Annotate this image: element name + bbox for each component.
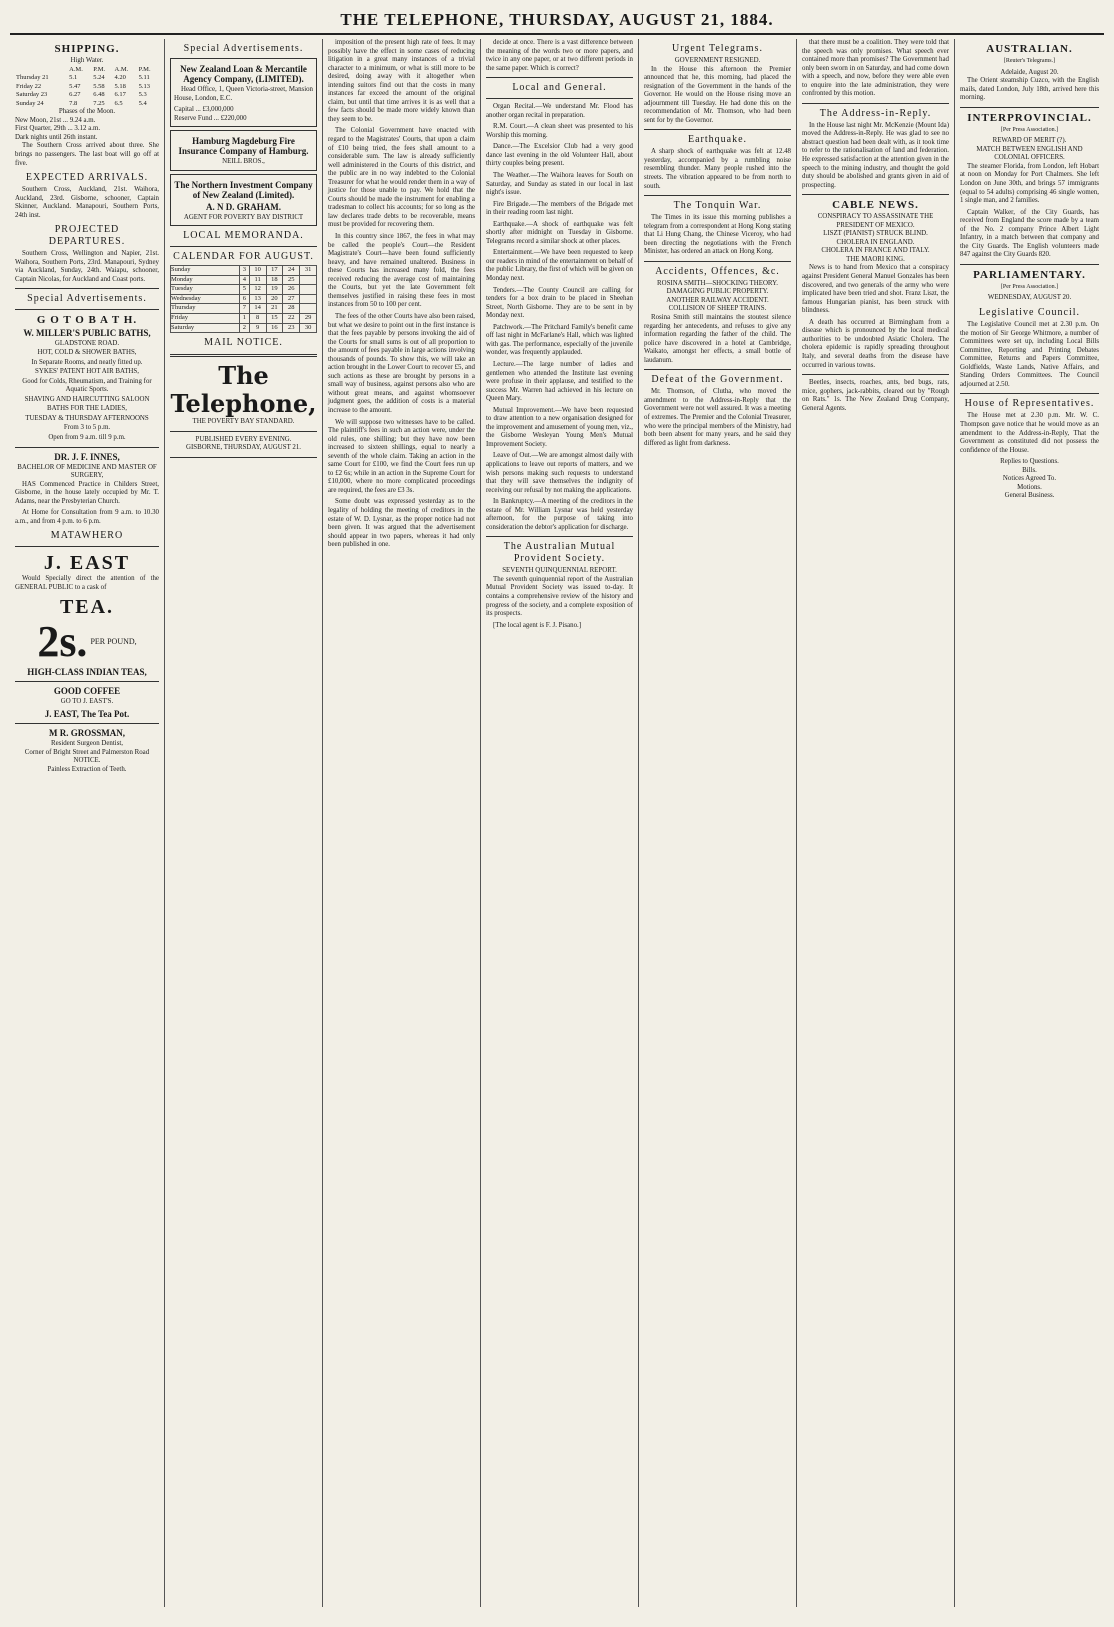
expected-heading: EXPECTED ARRIVALS. — [25, 172, 149, 184]
amp-heading: The Australian Mutual Provident Society. — [503, 541, 616, 565]
interprovincial-heading: INTERPROVINCIAL. — [967, 111, 1092, 124]
rough-on-rats-ad: Beetles, insects, roaches, ants, bed bugs, rats, mice, gophers, jack-rabbits, cleared out by "Rough on Rats." 1s. The New Zealand Drug Company, General Agents. — [802, 379, 949, 412]
divider — [644, 195, 791, 196]
nz-loan-title: New Zealand Loan & Mercantile Agency Company, (LIMITED). — [180, 64, 307, 84]
divider — [170, 431, 317, 432]
calendar-table — [170, 265, 317, 333]
nz-loan-ad — [170, 58, 317, 127]
aus-text: The Orient steamship Cuzco, with the English mails, dated London, July 18th, arrived here this morning. — [960, 77, 1099, 102]
column-7 — [955, 39, 1104, 1607]
reserve-fund: Reserve Fund ... £220,000 — [174, 114, 247, 122]
head-office: Head Office, 1, Queen Victoria-street, Mansion House, London, E.C. — [174, 86, 313, 102]
calendar-row: Saturday 2 9 16 23 30 — [171, 323, 317, 333]
column-3 — [323, 39, 481, 1607]
house-text: The House met at 2.30 p.m. Mr. W. C. Thompson gave notice that he would move as an amendment to the Address-in-Reply, That the Government as constituted did not possess the confidence of the House. — [960, 412, 1099, 454]
press-tag: [Per Press Association.] — [1000, 283, 1059, 290]
tide-table — [15, 66, 159, 109]
divider — [15, 309, 159, 310]
high-water-label: High Water. — [70, 57, 104, 64]
cable-sub: CONSPIRACY TO ASSASSINATE THE PRESIDENT OF MEXICO. — [817, 213, 934, 229]
divider — [15, 447, 159, 448]
cable-sub: CHOLERA IN ENGLAND. — [836, 238, 915, 246]
local-general-heading: Local and General. — [512, 82, 607, 94]
tide-row: Thursday 21 5.1 5.24 4.20 5.11 — [16, 74, 150, 82]
amp-text: The seventh quinquennial report of the Australian Mutual Provident Society was issued to-day. It contains a comprehensive review of the history and progress of the society, and a complete exposition of its prospects. — [486, 575, 633, 618]
divider — [486, 77, 633, 78]
aus-place: Adelaide, August 20. — [1000, 68, 1059, 76]
news-item: The Weather.—The Waihora leaves for South on Saturday, and Sunday as stated in our local in last night's issue. — [486, 172, 633, 197]
cable-text: News is to hand from Mexico that a conspiracy against President General Manuel Gonzales has been discovered, and two generals of the army who were implicated have been tried and shot. Franz Liszt, the famous Hungarian pianist, has been struck with blindness. — [802, 264, 949, 315]
column-6 — [797, 39, 955, 1607]
divider — [960, 264, 1099, 265]
news-item: Fire Brigade.—The members of the Brigade met in their reading room last night. — [486, 200, 633, 217]
notice-heading: NOTICE. — [73, 757, 101, 765]
tide-row: Friday 22 5.47 5.58 5.18 5.13 — [16, 82, 151, 90]
painless-heading: Painless Extraction of Teeth. — [47, 765, 127, 773]
amp-agent: [The local agent is F. J. Pisano.] — [493, 621, 582, 629]
divider — [802, 103, 949, 104]
goto-bath-heading: G O T O B A T H. — [36, 314, 138, 327]
news-item: Dance.—The Excelsior Club had a very good dance last evening in the old Volunteer Hall, about thirty couples being present. — [486, 143, 633, 168]
calendar-row: Friday 1 8 15 22 29 — [171, 314, 317, 324]
grossman-address: Corner of Bright Street and Palmerston Road — [24, 748, 150, 756]
australian-heading: AUSTRALIAN. — [986, 43, 1073, 55]
moon-phase: New Moon, 21st ... 9.24 a.m. — [15, 116, 96, 124]
northern-title: The Northern Investment Company of New Zealand (Limited). — [174, 179, 313, 200]
divider — [644, 369, 791, 370]
house-reps-heading: House of Representatives. — [964, 398, 1095, 410]
neill-bros: NEILL BROS., — [222, 158, 265, 166]
newspaper-page — [10, 10, 1104, 1607]
hamburg-ad — [170, 130, 317, 171]
calendar-row: Sunday 3 10 17 24 31 — [171, 266, 317, 276]
news-item: Earthquake.—A shock of earthquake was felt shortly after midnight on Tuesday in Gisborne. Telegrams record a similar shock at other places. — [486, 220, 633, 245]
editorial-paragraph: Some doubt was expressed yesterday as to the legality of holding the meeting of creditors in the estate of W. D. Lysnar, as the proper notice had not been given. It was argued that the advertisement should appear in two papers, whereas it had only been published in one. — [328, 498, 475, 549]
coffee-sub: GO TO J. EAST'S. — [60, 698, 114, 706]
columns — [10, 39, 1104, 1607]
grossman-sub: Resident Surgeon Dentist, — [50, 739, 124, 747]
defeat-text: Mr. Thomson, of Clutha, who moved the amendment to the Address-in-Reply that the Government were not well assured. It was a meeting of extremes. The Premier and the Colonial Treasurer, who were the principal members of the Ministry, had both been absent for many years, and he said they differed as light from darkness. — [644, 388, 791, 447]
baths-name: W. MILLER'S PUBLIC BATHS, — [23, 328, 151, 339]
innes-hours: At Home for Consultation from 9 a.m. to 10.30 a.m., and from 4 p.m. to 6 p.m. — [15, 509, 159, 525]
expected-text: Southern Cross, Auckland, 21st. Waihora, Auckland, 23rd. Gisborne, schooner, Captain Skinner, Auckland. Manapouri, Southern Ports, 24th inst. — [15, 186, 159, 219]
moon-phase: First Quarter, 29th ... 3.12 a.m. — [15, 125, 101, 133]
accidents-sub: DAMAGING PUBLIC PROPERTY. — [666, 288, 769, 296]
news-item: Patchwork.—The Pritchard Family's benefit came off last night in McFarlane's Hall, which was lighted with gas. The performance, especially of the juvenile wonder, was frequently applauded. — [486, 323, 633, 357]
reuters-tag: [Reuter's Telegrams.] — [1003, 58, 1056, 64]
column-1 — [10, 39, 165, 1607]
parl-date: WEDNESDAY, AUGUST 20. — [987, 294, 1072, 302]
divider — [960, 107, 1099, 108]
bills-heading: Bills. — [1022, 466, 1037, 474]
notices-heading: Notices Agreed To. — [1002, 475, 1057, 483]
divider — [15, 723, 159, 724]
press-tag: [Per Press Association.] — [1000, 126, 1059, 133]
banner-sub: THE POVERTY BAY STANDARD. — [192, 418, 295, 426]
news-item: Lecture.—The large number of ladies and gentlemen who attended the Institute last evening were profuse in their applause, and testified to the success Mr. Warren had achieved in his lecture on Queen Mary. — [486, 360, 633, 403]
coffee-heading: GOOD COFFEE — [53, 686, 121, 697]
grossman-name: M R. GROSSMAN, — [49, 727, 125, 738]
replies-heading: Replies to Questions. — [1000, 458, 1059, 466]
divider — [802, 194, 949, 195]
price-block — [15, 619, 159, 665]
divider — [486, 536, 633, 537]
tonquin-heading: The Tonquin War. — [673, 200, 762, 212]
tide-row: Sunday 24 7.8 7.25 6.5 5.4 — [16, 99, 147, 107]
resigned-heading: GOVERNMENT RESIGNED. — [674, 57, 761, 64]
earthquake-heading: Earthquake. — [687, 134, 748, 146]
ip-text: The steamer Florida, from London, left Hobart at noon on Monday for Port Chalmers. She left London on June 30th, and brings 57 immigrants (equal to 54 adults) comprising 46 single women, 1 single man, and 2 families. — [960, 162, 1099, 205]
column-2 — [165, 39, 323, 1607]
tea-heading: TEA. — [59, 596, 115, 619]
local-memoranda-heading: LOCAL MEMORANDA. — [183, 230, 304, 242]
accidents-sub: ANOTHER RAILWAY ACCIDENT. — [666, 296, 769, 304]
cable-sub: CHOLERA IN FRANCE AND ITALY. — [821, 247, 930, 255]
calendar-row: Thursday 7 14 21 28 — [171, 304, 317, 314]
editorial-paragraph: The fees of the other Courts have also been raised, but what we desire to point out in the first instance is that the fees payable by persons invoking the aid of the Courts for small sums is out of all proportion to the amount of fees payable in large actions involving thousands of pounds. To show this, we will take an action brought in the Lower Court to recover £5, and such actions as these are brought by persons in a small way of business, against persons also who are without great means, and against whomsoever judgment goes, the addition of costs is a material increase to the amount. — [328, 312, 475, 414]
graham-sub: AGENT FOR POVERTY BAY DISTRICT — [183, 213, 304, 221]
news-item: Mutual Improvement.—We have been requested to draw attention to a new organisation designed for the improvement and amusement of young men, viz., the Gisborne Wesleyan Young Men's Mutual Improvement Society. — [486, 406, 633, 448]
divider — [15, 546, 159, 547]
editorial-paragraph: The Colonial Government have enacted with regard to the Magistrates' Courts, that upon a claim of £10 being tried, the fees shall amount to a considerable sum. The law is already sufficiently well administered in the Courts of this district, and the public are in no way indebted to the Colonial Treasurer for what he would render them in a way of justice for those unable to pay. We hold that the Courts should be made the instrument for enabling a tradesman to collect his accounts; for so long as the law declares trade debts to be recoverable, means must be provided for recovering them. — [328, 127, 475, 229]
address-heading: The Address-in-Reply. — [819, 107, 932, 119]
divider — [644, 261, 791, 262]
per-pound: PER POUND, — [90, 637, 137, 647]
news-item: Entertainment.—We have been requested to keep our readers in mind of the entertainment on behalf of the public Library, the first of which will be given on Monday next. — [486, 249, 633, 283]
tide-header-row: A.M. P.M. A.M. P.M. — [69, 65, 151, 73]
leg-text: The Legislative Council met at 2.30 p.m. On the motion of Sir George Whitmore, a number of Committees were set up, including Local Bills Committee, Reporting and Printing Debates Committee, Returns and Papers Committee, Goldfields, Waste Lands, Native Affairs, and Standing Orders Committees. The Council adjourned at 2.50. — [960, 321, 1099, 388]
accidents-sub: ROSINA SMITH—SHOCKING THEORY. — [657, 279, 778, 287]
accidents-heading: Accidents, Offences, &c. — [655, 265, 780, 277]
dark-nights: Dark nights until 26th instant. — [15, 133, 98, 141]
projected-heading: PROJECTED DEPARTURES. — [48, 224, 126, 248]
calendar-row: Wednesday 6 13 20 27 — [171, 294, 317, 304]
accidents-sub: COLLISION OF SHEEP TRAINS. — [668, 305, 767, 313]
east-name: J. EAST — [43, 552, 131, 575]
tonquin-text: The Times in its issue this morning publishes a telegram from a correspondent at Hong Kong stating that Li Hung Chang, the Chinese Viceroy, who had been directing the negotiations with the French Minister, has ordered an attack on Hong Kong. — [644, 214, 791, 256]
tide-row: Saturday 23 6.27 6.48 6.17 5.3 — [16, 91, 147, 99]
special-ads-heading: Special Advertisements. — [27, 293, 147, 305]
divider — [486, 98, 633, 99]
mail-notice-heading: MAIL NOTICE. — [204, 337, 283, 349]
earthquake-text: A sharp shock of earthquake was felt at 12.48 yesterday, accompanied by a rumbling noise resembling thunder. Many people rushed into the streets. The vibration appeared to be from north to south. — [644, 148, 791, 190]
amp-sub: SEVENTH QUINQUENNIAL REPORT. — [502, 567, 617, 575]
editorial-paragraph: decide at once. There is a vast difference between the meaning of the words two or more papers, and twice in any one paper, or at two different periods in the same paper. Which is correct? — [486, 39, 633, 72]
east-text: Would Specially direct the attention of the GENERAL PUBLIC to a cask of — [15, 575, 159, 591]
capital: Capital ... £3,000,000 — [174, 106, 234, 114]
dateline: GISBORNE, THURSDAY, AUGUST 21. — [186, 444, 301, 452]
divider — [170, 457, 317, 458]
column-4 — [481, 39, 639, 1607]
shipping-heading: SHIPPING. — [54, 43, 120, 55]
matawhero: MATAWHERO — [50, 530, 124, 542]
editorial-paragraph: In this country since 1867, the fees in what may be called the people's Court—the Resident Magistrate's Court—have been found sufficiently heavy, and have remained unaltered. Business in these Courts has increased many fold, the fees received reducing the average cost of maintaining the Courts, but yet the late Government felt themselves justified in raising these fees in most instances from 50 to 100 per cent. — [328, 233, 475, 309]
moon-phases-heading: Phases of the Moon. — [58, 108, 116, 116]
divider — [15, 681, 159, 682]
reward-heading: REWARD OF MERIT (?). — [992, 137, 1067, 145]
editorial-paragraph: imposition of the present high rate of fees. It may possibly have the effect in some cases of reducing litigation in a great many instances of a trivial character to a minimum, or what is still more to be desired, doing away with it altogether when intending suitors find out that the costs in many instances far exceed the amount of the original claim, but until that time arrives it is as well that a few facts should be made more widely known than they seem to be. — [328, 39, 475, 123]
masthead: THE TELEPHONE, THURSDAY, AUGUST 21, 1884. — [10, 10, 1104, 35]
calendar-row: Monday 4 11 18 25 — [171, 275, 317, 285]
news-item: R.M. Court.—A clean sheet was presented to his Worship this morning. — [486, 123, 633, 139]
editorial-paragraph: that there must be a coalition. They were told that the speech was only promises. What speech ever contained more than promises? The Government had only been sworn in on Saturday, and had come down with a speech, and now, before they were able even to enquire into the late administration, they were confronted by this motion. — [802, 39, 949, 98]
leg-council-heading: Legislative Council. — [978, 307, 1081, 319]
divider — [802, 374, 949, 375]
tea-price: 2s. — [37, 617, 88, 667]
special-ads-heading: Special Advertisements. — [183, 43, 304, 54]
defeat-heading: Defeat of the Government. — [651, 374, 784, 386]
innes-title: BACHELOR OF MEDICINE AND MASTER OF SURGERY, — [17, 463, 157, 480]
high-class-teas: HIGH-CLASS INDIAN TEAS, — [27, 667, 147, 678]
projected-text: Southern Cross, Wellington and Napier, 21st. Waihora, Southern Ports, 23rd. Manapouri, Sydney via Auckland, Sunday, 24th. Waiapu, schooner, Captain Nicolas, for Auckland and Coast ports. — [15, 250, 159, 283]
baths-address: GLADSTONE ROAD. — [54, 340, 120, 348]
news-item: Tenders.—The County Council are calling for tenders for a box drain to be placed in Sheehan Street, North Gisborne. They are to be sent in by Monday next. — [486, 286, 633, 320]
accidents-text: Rosina Smith still maintains the stoutest silence regarding her antecedents, and refuses to give any information regarding the father of the child. The police have discovered in a hotel at Cambridge, Waikato, amongst her effects, a small bottle of laudanum. — [644, 314, 791, 364]
divider — [15, 288, 159, 289]
published-line: PUBLISHED EVERY EVENING. — [195, 435, 292, 443]
innes-name: DR. J. F. INNES, — [54, 451, 120, 462]
column-5 — [639, 39, 797, 1607]
cable-heading: CABLE NEWS. — [832, 199, 919, 212]
cholera-text: A death has occurred at Birmingham from a disease which is pronounced by the local medical authorities to be undoubted Asiatic Cholera. The cholera epidemic is rapidly spreading throughout Italy, and several deaths from the disease have occurred in various towns. — [802, 318, 949, 369]
news-item: In Bankruptcy.—A meeting of the creditors in the estate of Mr. William Lysnar was held yesterday afternoon, for the purpose of taking into consideration the debtor's application for discharge. — [486, 498, 633, 531]
calendar-heading: CALENDAR FOR AUGUST. — [173, 251, 314, 263]
divider — [960, 393, 1099, 394]
cricket-text: Captain Walker, of the City Guards, has received from England the score made by a team of the No. 2 company Prince Albert Light Infantry, in a match between that company and the City Guards. The English volunteers made 847 against the City Guards 820. — [960, 208, 1099, 259]
shipping-note: The Southern Cross arrived about three. She brings no passengers. The last boat will go off at five. — [15, 142, 159, 167]
northern-ad — [170, 174, 317, 227]
divider — [170, 246, 317, 247]
telephone-banner: The Telephone, — [170, 361, 317, 419]
hamburg-title: Hamburg Magdeburg Fire Insurance Company of Hamburg. — [178, 136, 309, 157]
cable-sub: LISZT (PIANIST) STRUCK BLIND. — [823, 230, 928, 238]
address-text: In the House last night Mr. McKenzie (Mount Ida) moved the Address-in-Reply. He was glad to see no abstract question had been dealt with, as it took time to refer to the rationalisation of land and federation. He expressed satisfaction at the attention given in the speech to the mining industry, and thought the gold duty should be abolished and grants given in aid of prospecting. — [802, 121, 949, 189]
cable-sub: THE MAORI KING. — [846, 255, 905, 263]
general-business-heading: General Business. — [1004, 492, 1055, 500]
match-heading: MATCH BETWEEN ENGLISH AND COLONIAL OFFICERS. — [976, 145, 1083, 162]
innes-text: HAS Commenced Practice in Childers Street, Gisborne, in the house lately occupied by Mr. T. Adams, near the Presbyterian Church. — [15, 480, 159, 505]
parliamentary-heading: PARLIAMENTARY. — [973, 268, 1086, 281]
calendar-row: Tuesday 5 12 19 26 — [171, 285, 317, 295]
graham-name: A. N D. GRAHAM. — [206, 201, 281, 212]
baths-details: HOT, COLD & SHOWER BATHS, In Separate Rooms, and neatly fitted up. SYKES' PATENT HOT AIR BATHS, Good for Colds, Rheumatism, and Training for Aquatic Sports. SHAVING AND HAIRCUTTING SALOON BATHS FOR THE LADIES, TUESDAY & THURSDAY AFTERNOONS From 3 to 5 p.m. Open from 9 a.m. till 9 p.m. — [22, 349, 152, 441]
divider — [644, 129, 791, 130]
teapot-heading: J. EAST, The Tea Pot. — [44, 708, 130, 719]
news-item: Organ Recital.—We understand Mr. Flood has another organ recital in preparation. — [486, 103, 633, 119]
resigned-text: In the House this afternoon the Premier announced that he, this morning, had placed the resignation of the Government in the hands of the Governor. He would on the House rising move an adjournment till Tuesday. He had done this on the recommendation of Mr. Thomson, who had been sent for by the Governor. — [644, 65, 791, 124]
urgent-heading: Urgent Telegrams. — [672, 43, 763, 54]
divider — [170, 354, 317, 357]
news-item: Leave of Out.—We are amongst almost daily with applications to leave out reports of matters, and we wish persons making such requests to understand that they will save themselves the indignity of receiving our refusal by not making the applications. — [486, 452, 633, 494]
motions-heading: Motions. — [1017, 483, 1042, 491]
editorial-paragraph: We will suppose two witnesses have to be called. The plaintiff's fees in such an action were, under the old rules, one shilling; but they have now been increased to sixteen shillings, equal to nearly a seventh of the whole claim. Taking an action in the same Court for £100, we find the Court fees run up to £2 6s; while in an action in the Supreme Court for £10,000, where no more complicated proceedings are required, the fees are £3 3s. — [328, 418, 475, 494]
